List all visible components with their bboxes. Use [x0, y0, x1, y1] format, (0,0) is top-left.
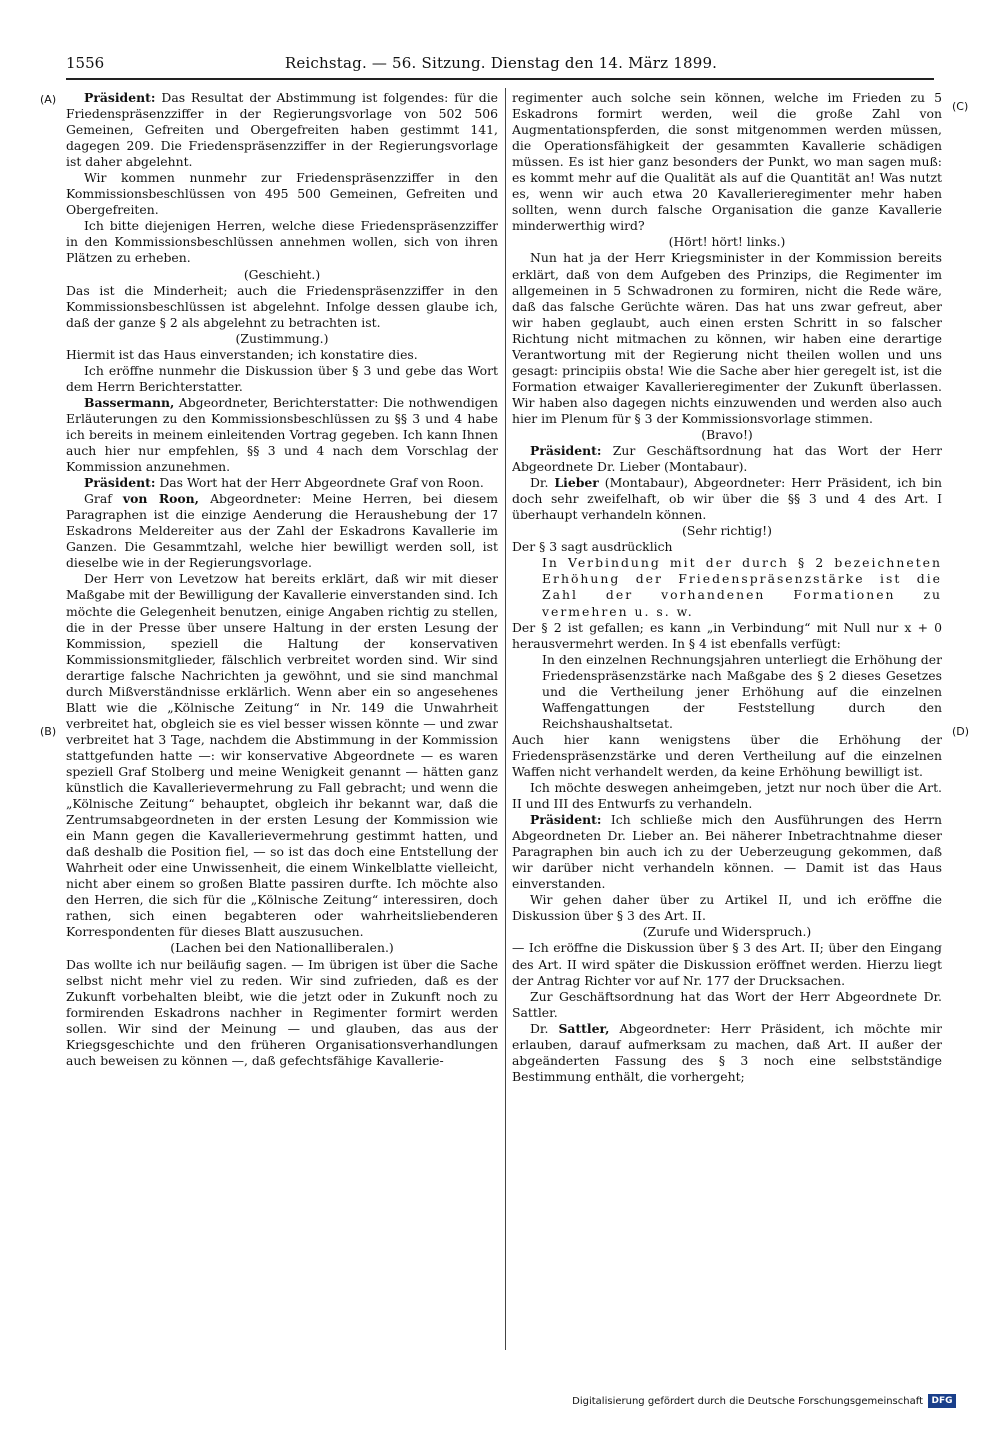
speech-paragraph	[66, 90, 498, 170]
speech-text: Abgeordneter, Berichterstatter: Die nothwendigen Erläuterungen zu den Kommissionsbeschlüssen zu §§ 3 und 4 habe ich bereits in meinem einleitenden Vortrag gegeben. Ich kann Ihnen auch hier nur empfehlen, §§ 3 und 4 nach dem Vorschlag der Kommission anzunehmen.	[66, 394, 498, 475]
footer-credit	[572, 1394, 956, 1408]
right-column	[512, 90, 942, 1350]
speaker-name: Präsident:	[530, 443, 602, 459]
speaker-name: Lieber	[554, 475, 599, 491]
left-column	[66, 90, 498, 1350]
running-header	[66, 52, 936, 76]
paragraph: Das wollte ich nur beiläufig sagen. — Im übrigen ist über die Sache selbst nicht mehr viel zu reden. Wir sind zufrieden, daß es der Zukunft vorbehalten bleibt, wie die jetzt oder in Zukunft noch zu formirenden Eskadrons nachher in Regimenter formirt werden sollen. Wir sind der Meinung — und glauben, das aus der Kriegsgeschichte und den früheren Organisationsverhandlungen auch beweisen zu können —, daß gefechtsfähige Kavallerie-	[66, 956, 498, 1068]
interjection: (Zurufe und Widerspruch.)	[642, 924, 812, 940]
interjection: (Sehr richtig!)	[682, 523, 772, 539]
paragraph: Der § 2 ist gefallen; es kann „in Verbindung“ mit Null nur x + 0 herausvermehrt werden. In § 4 ist ebenfalls verfügt:	[512, 619, 942, 651]
speaker-name: Sattler,	[558, 1020, 610, 1036]
footer-text: Digitalisierung gefördert durch die Deutsche Forschungsgemeinschaft	[572, 1395, 923, 1407]
header-rule	[66, 78, 934, 80]
speaker-name: Präsident:	[84, 90, 156, 105]
paragraph: Wir kommen nunmehr zur Friedenspräsenzziffer in den Kommissionsbeschlüssen von 495 500 Gemeinen, Gefreiten und Obergefreiten.	[66, 170, 498, 218]
page-number: 1556	[66, 54, 105, 72]
paragraph: — Ich eröffne die Diskussion über § 3 des Art. II; über den Eingang des Art. II wird später die Diskussion eröffnet werden. Hierzu liegt der Antrag Richter vor auf Nr. 177 der Drucksachen.	[512, 940, 942, 988]
speech-text: (Montabaur), Abgeordneter: Herr Präsident, ich bin doch sehr zweifelhaft, ob wir über die §§ 3 und 4 des Art. I überhaupt verhandeln können.	[512, 475, 942, 523]
speaker-title: Graf	[84, 491, 123, 507]
quoted-text: In den einzelnen Rechnungsjahren unterliegt die Erhöhung der Friedenspräsenzstärke nach Maßgabe des § 2 dieses Gesetzes und die Vertheilung jener Erhöhung auf die einzelnen Waffengattungen der Feststellung durch den Reichshaushaltsetat.	[542, 651, 942, 731]
speech-text: Zur Geschäftsordnung hat das Wort der Herr Abgeordnete Dr. Lieber (Montabaur).	[512, 443, 942, 475]
paragraph: regimenter auch solche sein können, welche im Frieden zu 5 Eskadrons formirt werden, weil die große Zahl von Augmentationspferden, die sonst mitgenommen werden müssen, die Operationsfähigkeit der gesammten Kavallerie schädigen müssen. Es ist hier ganz besonders der Punkt, wo man sagen muß: es kommt mehr auf die Qualität als auf die Quantität an! Was nutzt es, wenn wir auch etwa 20 Kavallerieregimenter mehr haben sollten, wenn durch falsche Organisation die ganze Kavallerie minderwerthig wird?	[512, 90, 942, 234]
interjection: (Lachen bei den Nationalliberalen.)	[170, 940, 394, 956]
speaker-name: Bassermann,	[84, 394, 175, 410]
margin-mark-b: (B)	[40, 725, 57, 738]
speech-paragraph	[66, 491, 498, 571]
speech-paragraph	[66, 475, 498, 491]
interjection: (Hört! hört! links.)	[668, 234, 786, 250]
speech-paragraph	[512, 475, 942, 523]
paragraph: Ich bitte diejenigen Herren, welche diese Friedenspräsenzziffer in den Kommissionsbeschlüssen annehmen wollen, sich von ihren Plätzen zu erheben.	[66, 218, 498, 266]
interjection: (Bravo!)	[701, 426, 753, 442]
column-divider	[505, 88, 506, 1350]
speech-text: Abgeordneter: Herr Präsident, ich möchte mir erlauben, darauf aufmerksam zu machen, daß Art. II außer der abgeänderten Fassung des § 3 noch eine selbstständige Bestimmung enthält, die vorhergeht;	[512, 1020, 942, 1084]
paragraph: Das ist die Minderheit; auch die Friedenspräsenzziffer in den Kommissionsbeschlüssen ist abgelehnt. Infolge dessen glaube ich, daß der ganze § 2 als abgelehnt zu betrachten ist.	[66, 282, 498, 330]
speech-paragraph	[512, 1021, 942, 1085]
dfg-logo: DFG	[928, 1394, 956, 1408]
speech-text: Ich schließe mich den Ausführungen des Herrn Abgeordneten Dr. Lieber an. Bei näherer Inbetrachtnahme dieser Paragraphen bin auch ich zu der Ueberzeugung gekommen, daß wir darüber nicht verhandeln können. — Damit ist das Haus einverstanden.	[512, 812, 942, 892]
paragraph: Der § 3 sagt ausdrücklich	[512, 539, 673, 555]
quoted-text: In Verbindung mit der durch § 2 bezeichneten Erhöhung der Friedenspräsenzstärke ist die Zahl der vorhandenen Formationen zu vermehren u. s. w.	[542, 555, 942, 619]
paragraph: Hiermit ist das Haus einverstanden; ich konstatire dies.	[66, 346, 418, 362]
paragraph: Zur Geschäftsordnung hat das Wort der Herr Abgeordnete Dr. Sattler.	[512, 988, 942, 1020]
interjection: (Geschieht.)	[243, 266, 321, 282]
speech-paragraph	[512, 443, 942, 475]
header-title: Reichstag. — 56. Sitzung. Dienstag den 14. März 1899.	[284, 54, 718, 72]
margin-mark-c: (C)	[952, 100, 969, 113]
interjection: (Zustimmung.)	[235, 330, 329, 346]
speech-text: Abgeordneter: Meine Herren, bei diesem Paragraphen ist die einzige Aenderung die Heraushebung der 17 Eskadrons Meldereiter aus der Zahl der Eskadrons Kavallerie im Ganzen. Die Gesammtzahl, welche hier bewilligt werden soll, ist dieselbe wie in der Regierungsvorlage.	[66, 491, 498, 571]
paragraph: Ich möchte deswegen anheimgeben, jetzt nur noch über die Art. II und III des Entwurfs zu verhandeln.	[512, 780, 942, 812]
paragraph: Der Herr von Levetzow hat bereits erklärt, daß wir mit dieser Maßgabe mit der Bewilligung der Kavallerie einverstanden sind. Ich möchte die Gelegenheit benutzen, einige Angaben richtig zu stellen, die in der Presse über unsere Haltung in der ersten Lesung der Kommission, speziell die Haltung der konservativen Kommissionsmitglieder, fälschlich verbreitet worden sind. Wir sind derartige falsche Nachrichten ja gewöhnt, und sie sind manchmal durch Mißverständnisse erklärlich. Wenn aber ein so angesehenes Blatt wie die „Kölnische Zeitung“ in Nr. 149 die Unwahrheit verbreitet hat, obgleich sie es viel besser wissen könnte — und zwar verbreitet hat 3 Tage, nachdem die Abstimmung in der Kommission stattgefunden hatte —: wir konservative Abgeordnete — es waren speziell Graf Stolberg und meine Wenigkeit genannt — hätten ganz künstlich die Kavallerievermehrung zu Fall gebracht; und wenn die „Kölnische Zeitung“ behauptet, obgleich ihr bekannt war, daß die Zentrumsabgeordneten in der ersten Lesung der Kommission wie ein Mann gegen die Kavallerievermehrung gestimmt hatten, und daß deshalb die Position fiel, — so ist das doch eine Entstellung der Wahrheit oder eine Unwissenheit, die einem Winkelblatte vielleicht, nicht aber einem so großen Blatte passiren durfte. Ich möchte also den Herren, die sich für die „Kölnische Zeitung“ interessiren, doch rathen, sich einen begabteren oder wahrheitsliebenderen Korrespondenten für dieses Blatt auszusuchen.	[66, 571, 498, 940]
paragraph: Nun hat ja der Herr Kriegsminister in der Kommission bereits erklärt, daß von dem Aufgeben des Prinzips, die Regimenter im allgemeinen in 5 Schwadronen zu formiren, nicht die Rede wäre, daß das falsche Gerüchte wären. Das hat uns zwar gefreut, aber wir haben geglaubt, auch einen ersten Schritt in so falscher Richtung nicht mitmachen zu können, wir haben eine derartige Verantwortung mit der Regierung nicht theilen wollen und uns gesagt: principiis obsta! Wie die Sache aber hier geregelt ist, ist die Formation etwaiger Kavallerieregimenter der Zukunft überlassen. Wir haben also dagegen nichts einzuwenden und werden also auch hier im Plenum für § 3 der Kommissionsvorlage stimmen.	[512, 250, 942, 426]
paragraph: Auch hier kann wenigstens über die Erhöhung der Friedenspräsenzstärke und deren Vertheilung auf die einzelnen Waffen nicht verhandelt werden, da keine Erhöhung bewilligt ist.	[512, 731, 942, 779]
speaker-title: Dr.	[530, 1020, 559, 1036]
speech-text: Das Wort hat der Herr Abgeordnete Graf von Roon.	[155, 475, 484, 491]
paragraph: Ich eröffne nunmehr die Diskussion über § 3 und gebe das Wort dem Herrn Berichterstatter.	[66, 362, 498, 394]
paragraph: Wir gehen daher über zu Artikel II, und ich eröffne die Diskussion über § 3 des Art. II.	[512, 892, 942, 924]
speaker-name: von Roon,	[122, 491, 199, 507]
speech-paragraph	[66, 395, 498, 475]
margin-mark-a: (A)	[40, 93, 57, 106]
speaker-name: Präsident:	[84, 475, 156, 491]
speech-paragraph	[512, 812, 942, 892]
speech-text: Das Resultat der Abstimmung ist folgendes: für die Friedenspräsenzziffer in der Regierungsvorlage von 502 506 Gemeinen, Gefreiten und Obergefreiten haben gestimmt 141, dagegen 209. Die Friedenspräsenzziffer in der Regierungsvorlage ist daher abgelehnt.	[66, 90, 498, 170]
speaker-name: Präsident:	[530, 812, 602, 828]
speaker-title: Dr.	[530, 475, 555, 491]
margin-mark-d: (D)	[952, 725, 970, 738]
